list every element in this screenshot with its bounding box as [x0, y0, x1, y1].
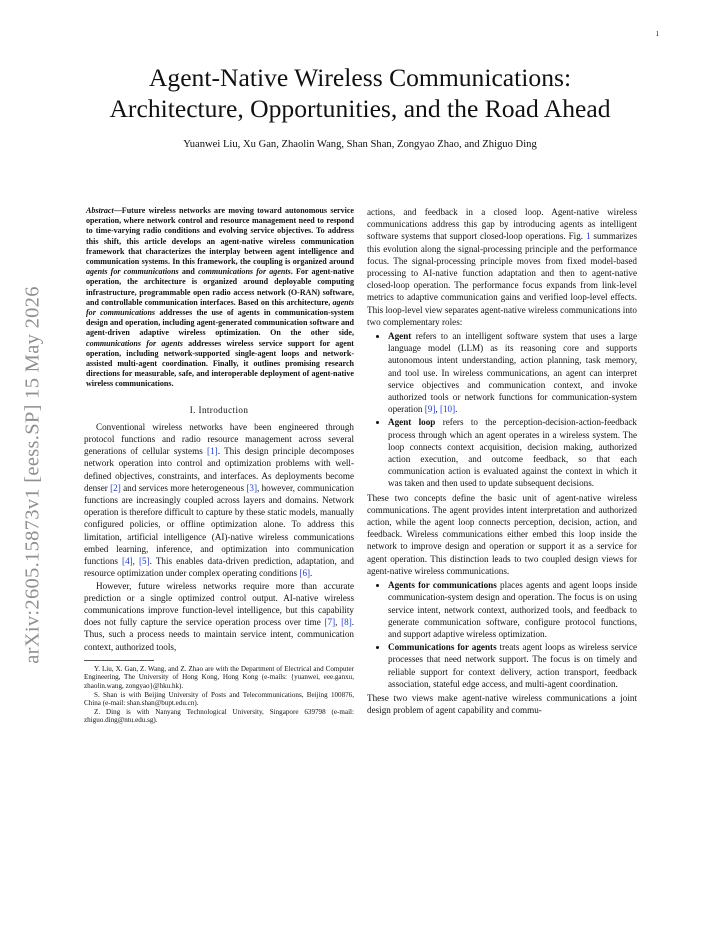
citation-link[interactable]: [6]	[299, 568, 311, 579]
citation-link[interactable]: [7]	[324, 617, 336, 628]
title-line-1: Agent-Native Wireless Communications:	[148, 63, 572, 92]
body-text: However, future wireless networks require more than accurate prediction or a single optimized control output. AI-native wireless communications improve function-level intelligence, but this capability does not fully capture the service operation process over time	[84, 580, 354, 628]
left-column	[84, 206, 354, 725]
abstract	[86, 206, 354, 390]
abstract-label: Abstract	[86, 206, 114, 215]
arxiv-identifier[interactable]: arXiv:2605.15873v1 [eess.SP] 15 May 2026	[21, 286, 44, 664]
body-text: and services more heterogeneous	[120, 482, 247, 493]
right-paragraph-3: These two views make agent-native wireless communications a joint design problem of agent capability and commu-	[367, 692, 637, 716]
body-text: Conventional wireless networks have been engineered through protocol functions and radio resource management across several generations of cellular systems	[84, 421, 354, 457]
right-paragraph-1	[367, 206, 637, 328]
abstract-emphasis: communications for agents	[86, 338, 183, 348]
body-text: ,	[132, 556, 140, 567]
body-text: , however, communication functions are increasingly coupled across layers and domains. Network operation is therefore difficult to capture by these static models, manually configured policies, or offline optimization alone. To address this limitation, artificial intelligence (AI)-native wireless communications embed learning, inference, and optimization into communication functions	[84, 482, 354, 567]
author-list: Yuanwei Liu, Xu Gan, Zhaolin Wang, Shan Shan, Zongyao Zhao, and Zhiguo Ding	[183, 139, 537, 150]
body-text: .	[310, 568, 313, 579]
title-line-2: Architecture, Opportunities, and the Road Ahead	[109, 94, 611, 123]
abstract-emphasis: communications for agents	[198, 267, 291, 277]
intro-paragraph-1	[84, 421, 354, 580]
section-heading-introduction: I. Introduction	[189, 404, 249, 415]
list-item	[388, 641, 637, 690]
citation-link[interactable]: [10]	[439, 404, 456, 415]
abstract-text: . For agent-native operation, the architecture is organized around deployable computing infrastructure, programmable open radio access network (O-RAN) software, and controllable communication interfaces. Based on this architecture,	[86, 267, 354, 307]
list-term: Agent	[388, 331, 412, 342]
list-item	[388, 330, 637, 415]
abstract-emphasis: agents for communications	[86, 267, 179, 277]
design-view-list	[367, 579, 637, 690]
citation-link[interactable]: [3]	[246, 482, 257, 493]
citation-link[interactable]: [1]	[207, 446, 218, 457]
abstract-text: addresses wireless service support for agent operation, including network-supported single-agent loops and network-assisted multi-agent coordination. Finally, it outlines promising research directions for measurable, safe, and interoperable deployment of agent-native wireless communications.	[86, 338, 354, 389]
citation-link[interactable]: [4]	[122, 556, 133, 567]
citation-link[interactable]: [9]	[424, 404, 436, 415]
body-text: ,	[335, 617, 342, 628]
list-item	[388, 416, 637, 489]
footnote-divider	[84, 660, 154, 661]
footnote-affiliation-3: Z. Ding is with Nanyang Technological University, Singapore 639798 (e-mail: zhiguo.ding@ntu.edu.sg).	[84, 707, 354, 725]
footnote-affiliation-1: Y. Liu, X. Gan, Z. Wang, and Z. Zhao are with the Department of Electrical and Computer Engineering, The University of Hong Kong, Hong Kong (e-mails: {yuanwei, eee.ganxu, zhaolin.wang, zongyao}@hku.hk).	[84, 664, 354, 690]
list-item	[388, 579, 637, 640]
body-text: . This enables data-driven prediction, adaptation, and resource optimization under complex operating conditions	[84, 556, 354, 579]
paper-title	[60, 62, 660, 124]
abstract-text: and	[178, 267, 199, 277]
list-term: Agent loop	[388, 417, 436, 428]
body-text: actions, and feedback in a closed loop. Agent-native wireless communications address this gap by introducing agents as intelligent software systems that support closed-loop operations. Fig.	[367, 207, 637, 242]
body-text: summarizes this evolution along the signal-processing principle and the performance focus. The signal-processing principle moves from fixed model-based processing to AI-native function adaptation and then to agent-native closed-loop operation. The performance focus expands from link-level metrics to adaptive communication gains and verified loop-level effects. This loop-level view separates agent-native wireless communications into two complementary roles:	[367, 231, 637, 327]
body-text: places agents and agent loops inside communication-system design and operation. The focus is on using service intent, network context, authorized tools, and feedback to generate communication software, configure protocol functions, and support adaptive wireless optimization.	[388, 580, 637, 639]
body-text: refers to the perception-decision-action-feedback process through which an agent operates in a wireless system. The loop connects context acquisition, decision making, authorized action execution, and outcome feedback, so that each communication action is evaluated against the context in which it was taken and then used to update subsequent decisions.	[388, 417, 637, 489]
right-column	[367, 206, 637, 716]
abstract-dash: —	[113, 206, 122, 215]
abstract-text: addresses the use of agents in communication-system design and operation, including agent-generated communication software and agent-driven adaptive wireless optimization. On the other side,	[86, 308, 354, 338]
citation-link[interactable]: [2]	[110, 482, 121, 493]
abstract-text: Future wireless networks are moving toward autonomous service operation, where network control and resource management need to respond to time-varying radio conditions and evolving service objectives. To address this shift, this article develops an agent-native wireless communication framework that characterizes the interplay between agent intelligence and communication systems. In this framework, the coupling is organized around	[86, 206, 354, 267]
page-number: 1	[655, 30, 659, 38]
right-paragraph-2: These two concepts define the basic unit of agent-native wireless communications. The agent provides intent interpretation and authorized action, while the agent loop connects perception, decision, action, and feedback. Wireless communications either embed this loop inside the network to improve design and operation or support it as a service for agent operation. This distinction leads to two coupled design views for agent-native wireless communications.	[367, 492, 637, 576]
abstract-emphasis: agents for communications	[86, 297, 354, 318]
body-text: .	[455, 404, 458, 415]
body-text: treats agent loops as wireless service processes that need network support. The focus is on timely and reliable support for context delivery, action transport, feedback association, stateful edge access, and multi-agent coordination.	[388, 642, 637, 689]
body-text: refers to an intelligent software system that uses a large language model (LLM) as its reasoning core and supports autonomous intent understanding, action planning, task memory, and tool use. In wireless communications, an agent can interpret service objectives and communication context, and invoke authorized tools or network functions for communication-system operation	[388, 331, 637, 415]
intro-paragraph-2	[84, 580, 354, 653]
list-term: Agents for communications	[388, 580, 497, 591]
body-text: . This design principle decomposes network operation into control and optimization problems with well-defined objectives, constraints, and interfaces. As deployments become denser	[84, 446, 354, 493]
citation-link[interactable]: [5]	[139, 556, 150, 567]
footnote-affiliation-2: S. Shan is with Beijing University of Posts and Telecommunications, Beijing 100876, China (e-mail: shan.shan@bupt.edu.cn).	[84, 690, 354, 708]
body-text: . Thus, such a process needs to maintain service intent, communication context, authorized tools,	[84, 617, 355, 652]
figure-link[interactable]: 1	[585, 231, 591, 242]
list-term: Communications for agents	[388, 642, 497, 653]
concept-list	[367, 330, 637, 490]
citation-link[interactable]: [8]	[341, 617, 352, 628]
body-text: ,	[435, 404, 440, 415]
